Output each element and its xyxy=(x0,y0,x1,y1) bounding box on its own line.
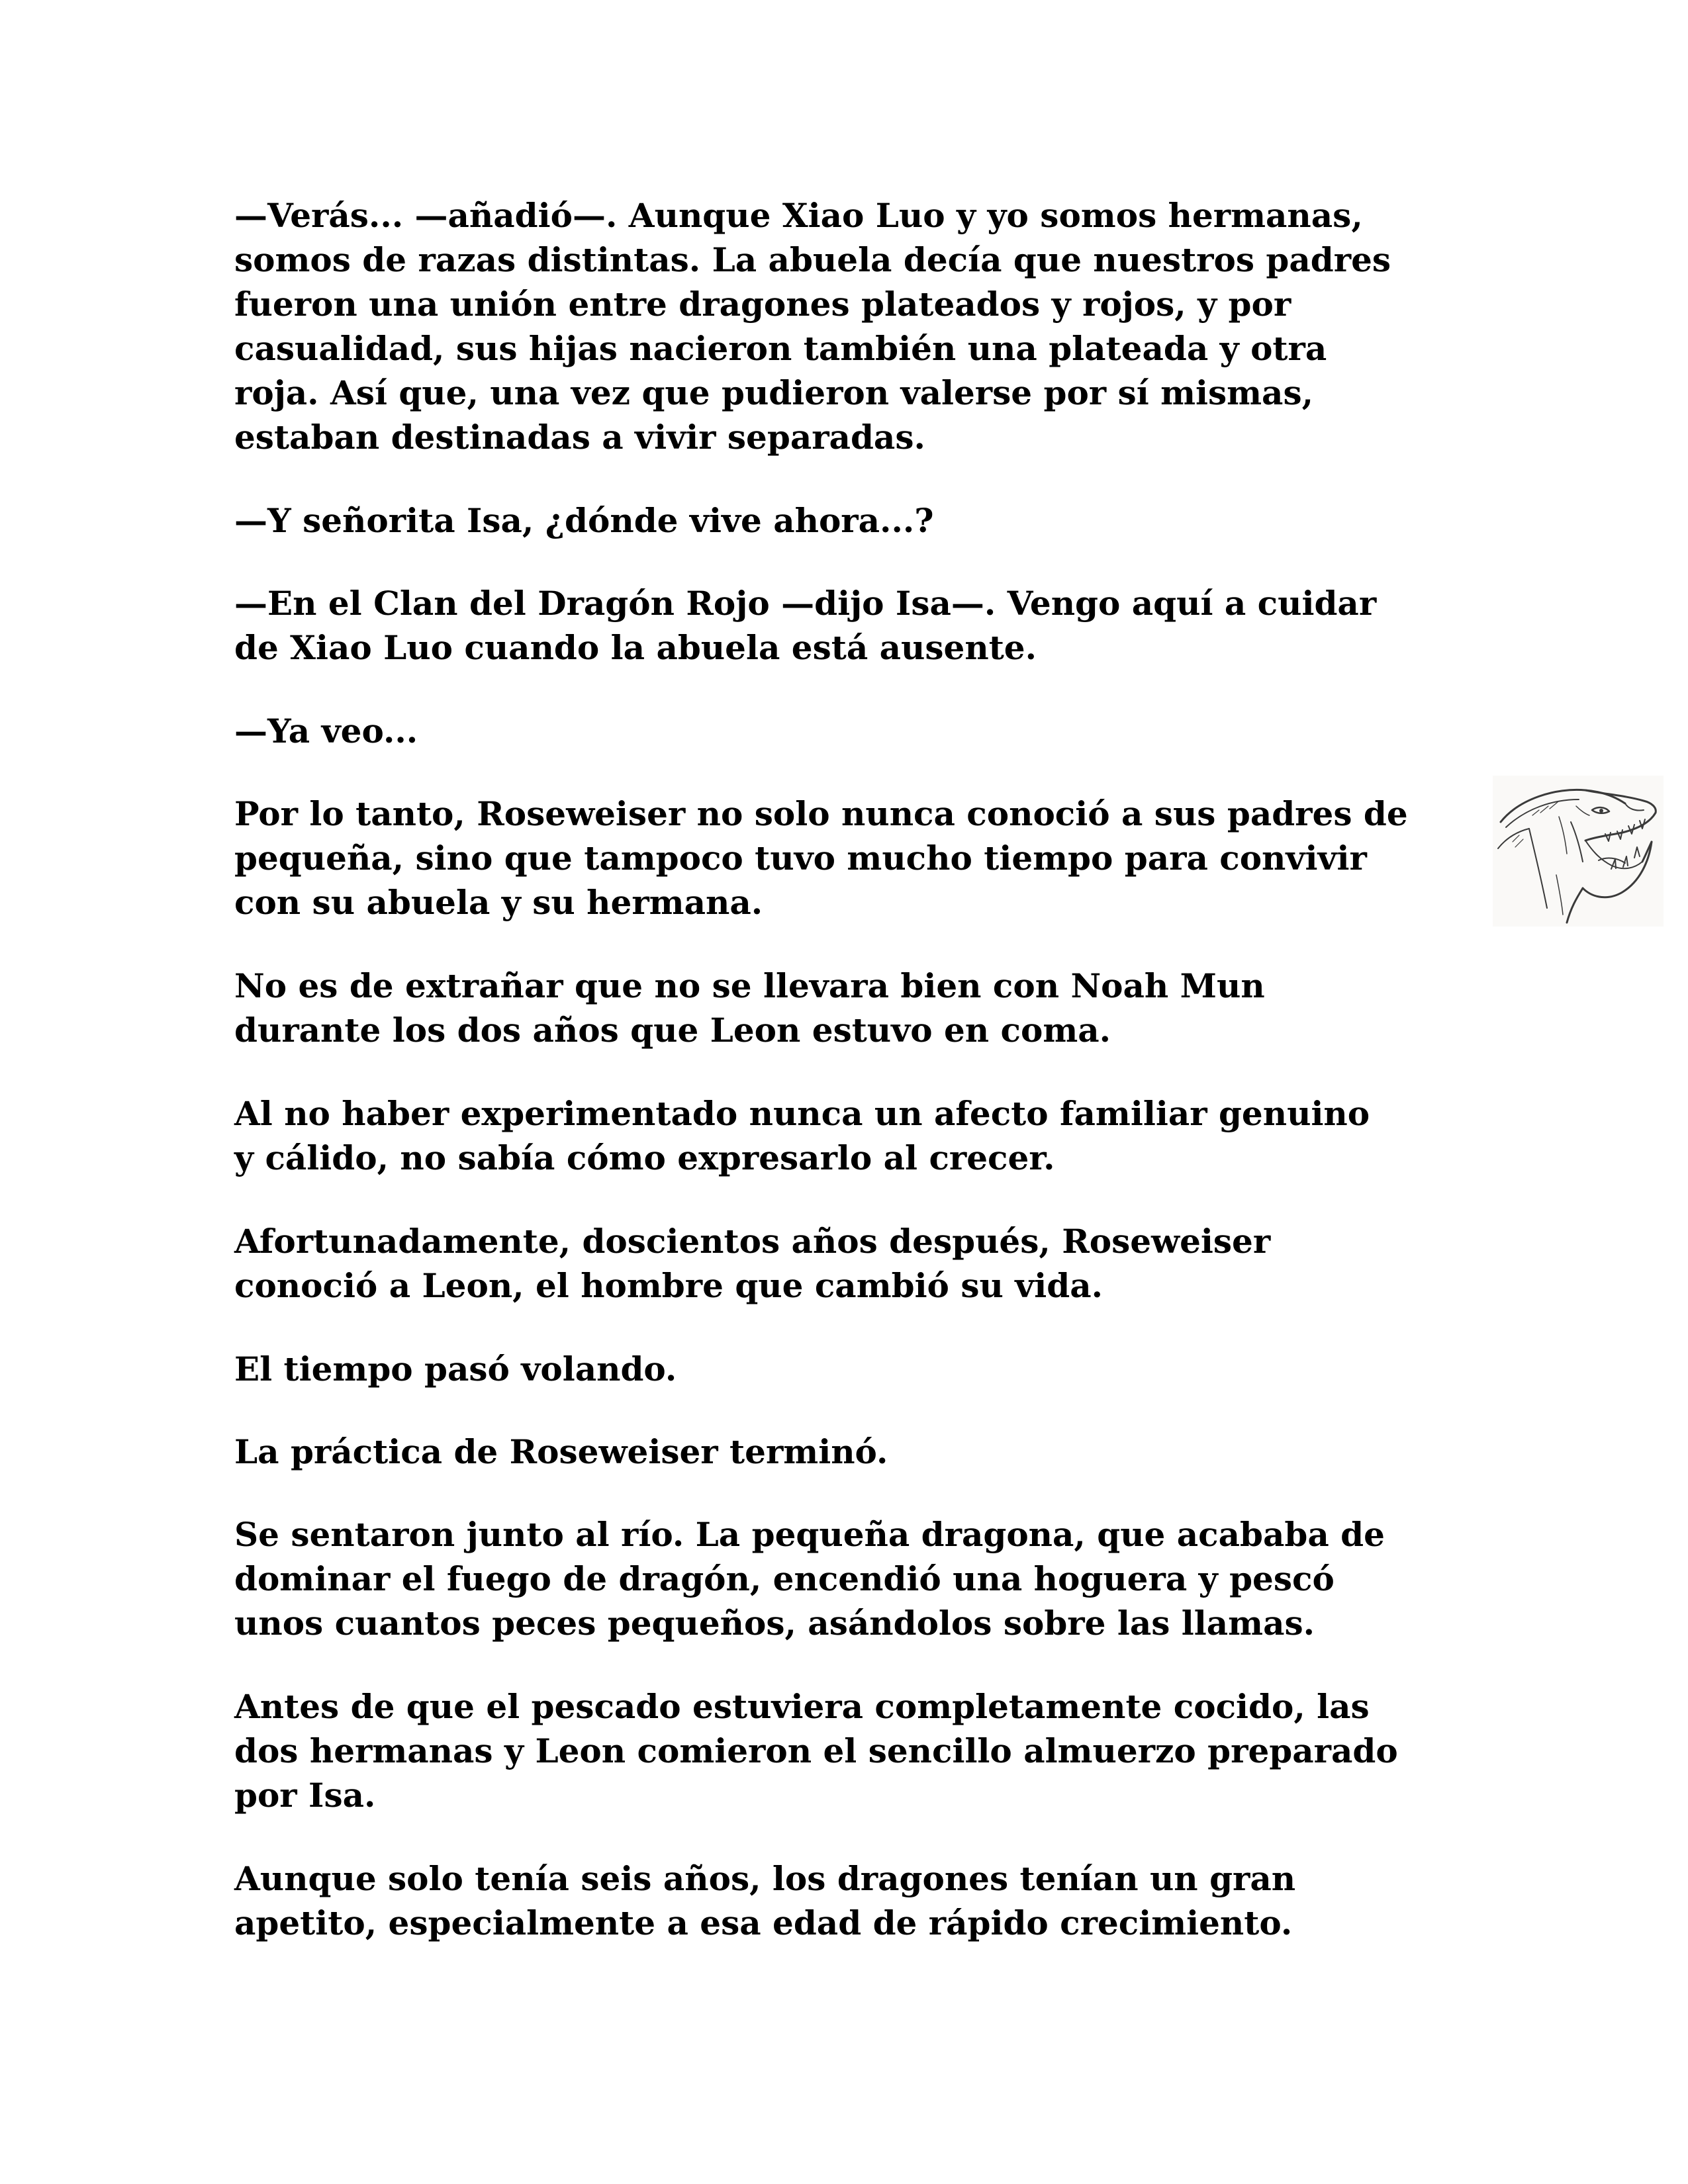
paragraph: —Ya veo... xyxy=(234,711,418,751)
paragraph: —Y señorita Isa, ¿dónde vive ahora...? xyxy=(234,501,934,540)
paragraph: Afortunadamente, doscientos años después, Roseweiser conoció a Leon, el hombre que cambió su vida. xyxy=(234,1222,1271,1305)
paragraph: Antes de que el pescado estuviera completamente cocido, las dos hermanas y Leon comieron el sencillo almuerzo preparado por Isa. xyxy=(234,1687,1398,1815)
paragraph: El tiempo pasó volando. xyxy=(234,1349,677,1388)
paragraph: Por lo tanto, Roseweiser no solo nunca conoció a sus padres de pequeña, sino que tampoco tuvo mucho tiempo para convivir con su abuela y su hermana. xyxy=(234,794,1408,922)
body-text xyxy=(234,193,1466,1984)
paragraph: Se sentaron junto al río. La pequeña dragona, que acababa de dominar el fuego de dragón, encendió una hoguera y pescó unos cuantos peces pequeños, asándolos sobre las llamas. xyxy=(234,1515,1385,1643)
paragraph: No es de extrañar que no se llevara bien con Noah Mun durante los dos años que Leon estuvo en coma. xyxy=(234,966,1265,1050)
paragraph: Al no haber experimentado nunca un afecto familiar genuino y cálido, no sabía cómo expresarlo al crecer. xyxy=(234,1094,1370,1177)
dragon-head-sketch-icon xyxy=(1493,776,1664,927)
paragraph: Aunque solo tenía seis años, los dragones tenían un gran apetito, especialmente a esa edad de rápido crecimiento. xyxy=(234,1859,1296,1942)
paragraph: —En el Clan del Dragón Rojo —dijo Isa—. Vengo aquí a cuidar de Xiao Luo cuando la abuela está ausente. xyxy=(234,584,1377,667)
paragraph: La práctica de Roseweiser terminó. xyxy=(234,1432,888,1471)
paragraph: —Verás... —añadió—. Aunque Xiao Luo y yo somos hermanas, somos de razas distintas. La abuela decía que nuestros padres fueron una unión entre dragones plateados y rojos, y por casualidad, sus hijas nacieron también una plateada y otra roja. Así que, una vez que pudieron valerse por sí mismas, estaban destinadas a vivir separadas. xyxy=(234,196,1391,457)
